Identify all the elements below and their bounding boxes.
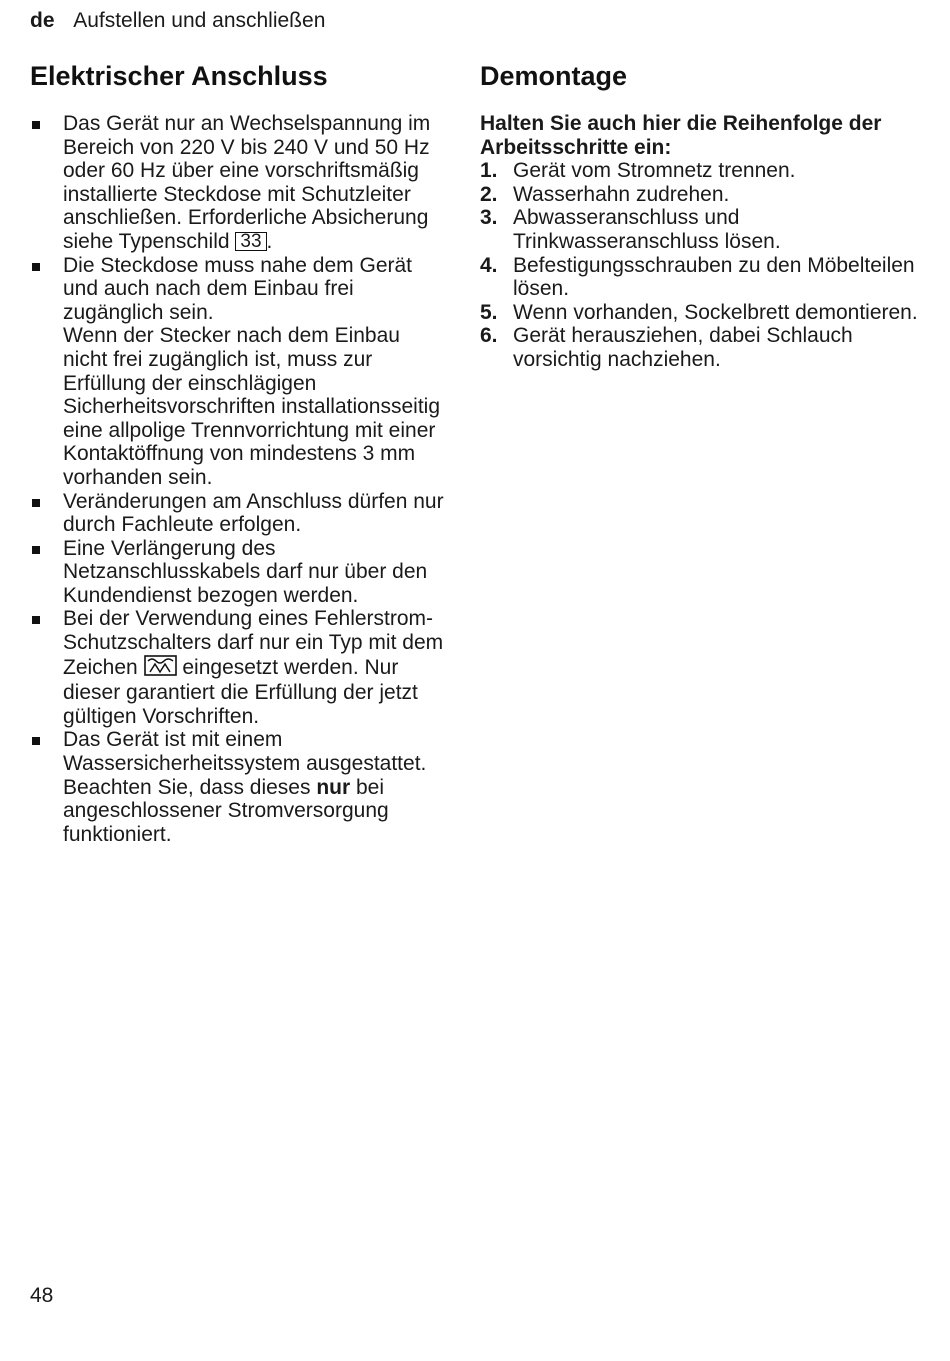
list-item-text: Das Gerät ist mit einem Wassersicherheitssystem ausgestattet. Beachten Sie, dass dieses bbox=[63, 728, 427, 799]
step-number: 1. bbox=[480, 159, 498, 183]
step-text: Gerät vom Stromnetz trennen. bbox=[513, 159, 796, 183]
list-item-text: Die Steckdose muss nahe dem Gerät und auch nach dem Einbau frei zugänglich sein. bbox=[63, 253, 413, 324]
rcd-type-symbol-icon bbox=[144, 655, 177, 682]
list-item-text-end: bei angeschlossener Stromversorgung funktioniert. bbox=[63, 775, 389, 846]
electrical-connection-section bbox=[30, 58, 450, 846]
list-item-text-end: eingesetzt werden. Nur dieser garantiert die Erfüllung der jetzt gültigen Vorschriften. bbox=[63, 655, 418, 728]
steps-list bbox=[480, 159, 920, 371]
step-item bbox=[480, 254, 920, 301]
step-text: Wasserhahn zudrehen. bbox=[513, 182, 730, 206]
bullet-list bbox=[30, 112, 450, 846]
list-item bbox=[30, 537, 450, 608]
list-item-text: Bei der Verwendung eines Fehlerstrom-Schutzschalters darf nur ein Typ mit dem Zeichen bbox=[63, 607, 444, 679]
step-text: Abwasseranschluss und Trinkwasseranschluss lösen. bbox=[513, 206, 781, 253]
step-item bbox=[480, 324, 920, 371]
step-number: 2. bbox=[480, 182, 498, 206]
list-item bbox=[30, 254, 450, 490]
step-number: 5. bbox=[480, 300, 498, 324]
step-text: Wenn vorhanden, Sockelbrett demontieren. bbox=[513, 300, 918, 324]
instructions-intro: Halten Sie auch hier die Reihenfolge der Arbeitsschritte ein: bbox=[480, 112, 882, 159]
list-item-text-continued: Wenn der Stecker nach dem Einbau nicht frei zugänglich ist, muss zur Erfüllung der einschlägigen Sicherheitsvorschriften installationsseitig eine allpolige Trennvorrichtung mit einer Kontaktöffnung von mindestens 3 mm vorhanden sein. bbox=[63, 324, 441, 489]
bullet-square-icon bbox=[32, 546, 40, 554]
list-item bbox=[30, 728, 450, 846]
bullet-square-icon bbox=[32, 737, 40, 745]
step-number: 3. bbox=[480, 206, 498, 230]
step-number: 6. bbox=[480, 324, 498, 348]
list-item bbox=[30, 607, 450, 728]
bullet-square-icon bbox=[32, 499, 40, 507]
list-item-text: Das Gerät nur an Wechselspannung im Bereich von 220 V bis 240 V und 50 Hz oder 60 Hz über eine vorschriftsmäßig installierte Steckdose mit Schutzleiter anschließen. Erforderliche Absicherung siehe Typenschild bbox=[63, 112, 431, 253]
bullet-square-icon bbox=[32, 263, 40, 271]
bullet-square-icon bbox=[32, 616, 40, 624]
section-heading: Demontage bbox=[480, 61, 628, 91]
step-text: Befestigungsschrauben zu den Möbelteilen lösen. bbox=[513, 253, 915, 301]
type-plate-reference: 33 bbox=[235, 232, 266, 251]
step-text: Gerät herausziehen, dabei Schlauch vorsichtig nachziehen. bbox=[513, 324, 853, 371]
list-item bbox=[30, 112, 450, 254]
step-item bbox=[480, 183, 920, 207]
step-item bbox=[480, 301, 920, 325]
list-item-text: Veränderungen am Anschluss dürfen nur durch Fachleute erfolgen. bbox=[63, 489, 444, 537]
bullet-square-icon bbox=[32, 121, 40, 129]
step-item bbox=[480, 159, 920, 183]
dismantling-section bbox=[480, 58, 920, 372]
language-code: de bbox=[30, 9, 55, 32]
emphasis-text: nur bbox=[316, 775, 351, 799]
step-number: 4. bbox=[480, 253, 498, 277]
page-header bbox=[30, 8, 325, 34]
section-title: Aufstellen und anschließen bbox=[73, 9, 326, 32]
list-item-text-end: . bbox=[266, 229, 273, 253]
list-item-text: Eine Verlängerung des Netzanschlusskabels darf nur über den Kundendienst bezogen werden. bbox=[63, 536, 428, 607]
page-number: 48 bbox=[30, 1284, 54, 1307]
section-heading: Elektrischer Anschluss bbox=[30, 61, 328, 91]
list-item bbox=[30, 490, 450, 537]
step-item bbox=[480, 206, 920, 253]
